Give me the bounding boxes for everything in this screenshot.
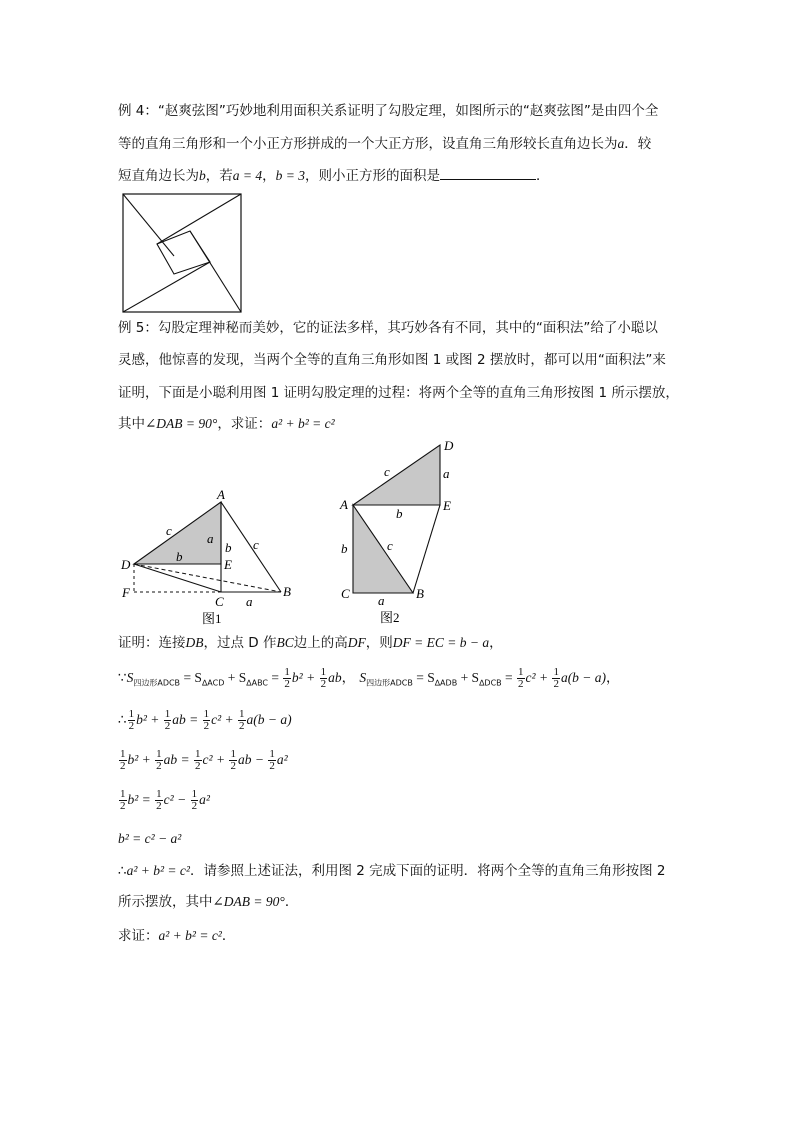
proof-text: ，	[341, 670, 356, 686]
proof-line-5	[118, 787, 210, 813]
math: a²	[199, 792, 210, 807]
proof-text: ，	[489, 635, 503, 651]
math: ab =	[172, 712, 202, 727]
segment-DB: DB	[185, 635, 204, 650]
proof-text: 求证：	[118, 928, 159, 944]
subscript: 四边形ADCB	[133, 678, 181, 688]
math: c² +	[211, 712, 238, 727]
pythagoras-formula: a² + b² = c²	[126, 863, 190, 878]
ex4-text: ．较	[624, 136, 652, 152]
label-A: A	[340, 497, 348, 512]
var-a: a	[617, 136, 625, 151]
ex4-line-3	[118, 166, 550, 186]
proof-text: ．	[221, 928, 236, 944]
ex5-line-2	[118, 350, 666, 370]
ex5-text: 证明，下面是小聪利用图 1 证明勾股定理的过程：将两个全等的直角三角形按图 1 所示摆放，	[118, 385, 679, 401]
subscript: ∆ADB	[434, 678, 458, 688]
math: = S	[412, 670, 435, 685]
subscript: 四边形ADCB	[366, 678, 413, 688]
zhao-shuang-figure	[122, 193, 242, 313]
ex4-text: ，	[262, 168, 276, 184]
math: =	[501, 670, 517, 685]
var-b: b	[199, 168, 206, 183]
fraction-half	[229, 749, 237, 772]
angle-dab: ∠DAB = 90°	[145, 416, 218, 431]
proof-text: ，过点 D 作	[203, 635, 277, 651]
segment-BC: BC	[276, 635, 294, 650]
area-symbol: S	[126, 670, 134, 685]
label-c: c	[387, 538, 393, 553]
math: a(b − a)	[246, 712, 292, 727]
proof-text: ．请参照上述证法，利用图 2 完成下面的证明．将两个全等的直角三角形按图 2	[189, 863, 666, 879]
fraction-half	[203, 709, 211, 732]
numerator: 1	[553, 665, 559, 678]
fraction-half	[238, 709, 246, 732]
fraction-half	[517, 667, 525, 690]
figure-1-caption: 图1	[202, 611, 222, 625]
fraction-half	[119, 789, 127, 812]
math: b² +	[136, 712, 163, 727]
denominator: 2	[230, 759, 236, 772]
ex5-line-1	[118, 318, 658, 338]
figure-2	[332, 432, 462, 632]
proof-text: 边上的高	[293, 635, 348, 651]
ex4-text: ，若	[205, 168, 233, 184]
ex5-text: ，求证：	[217, 416, 272, 432]
label-A: A	[217, 487, 225, 502]
fraction-half	[191, 789, 199, 812]
label-b: b	[176, 549, 183, 564]
area-symbol: S	[359, 670, 367, 685]
ex4-text: ．	[536, 168, 550, 184]
ex5-line-4	[118, 414, 335, 434]
denominator: 2	[518, 677, 524, 690]
ex4-text: 例 4：“赵爽弦图”巧妙地利用面积关系证明了勾股定理，如图所示的“赵爽弦图”是由四个全	[118, 103, 659, 119]
math: c² −	[163, 792, 190, 807]
numerator: 1	[239, 707, 245, 720]
numerator: 1	[156, 747, 162, 760]
math: a²	[276, 752, 288, 767]
math: b² =	[127, 792, 155, 807]
label-a: a	[246, 594, 253, 609]
math: b² +	[291, 670, 319, 685]
proof-text: ．	[284, 894, 299, 910]
label-c: c	[384, 464, 390, 479]
ex4-text: ，则小正方形的面积是	[305, 168, 440, 184]
denominator: 2	[269, 759, 275, 772]
denominator: 2	[239, 719, 245, 732]
denominator: 2	[284, 677, 290, 690]
math: ab −	[237, 752, 268, 767]
fraction-half	[128, 709, 136, 732]
denominator: 2	[191, 799, 198, 812]
math: + S	[457, 670, 480, 685]
angle-dab: ∠DAB = 90°	[212, 894, 285, 909]
fraction-half	[283, 667, 291, 690]
denominator: 2	[203, 719, 210, 732]
label-a: a	[378, 593, 385, 608]
ex4-line-1	[118, 101, 658, 121]
denominator: 2	[195, 759, 201, 772]
triangle-edge	[123, 194, 174, 256]
label-D: D	[444, 438, 454, 453]
ex5-line-3	[118, 383, 679, 403]
fraction-half	[164, 709, 172, 732]
math: b² +	[127, 752, 155, 767]
label-B: B	[416, 586, 424, 601]
numerator: 1	[320, 665, 327, 678]
fraction-half	[155, 789, 163, 812]
numerator: 1	[284, 665, 290, 678]
pythagoras-formula: a² + b² = c²	[158, 928, 222, 943]
pythagoras-formula: a² + b² = c²	[271, 416, 335, 431]
proof-text: ，	[606, 670, 620, 686]
proof-line-2	[118, 665, 620, 697]
proof-line-6	[118, 829, 181, 849]
ex5-text: 其中	[118, 416, 145, 432]
denominator: 2	[120, 799, 126, 812]
math: a(b − a)	[560, 670, 607, 685]
label-a: a	[207, 531, 214, 546]
proof-text: ，则	[365, 635, 393, 651]
fraction-half	[268, 749, 276, 772]
numerator: 1	[230, 747, 236, 760]
subscript: ∆DCB	[479, 678, 502, 688]
proof-line-8	[118, 892, 298, 912]
label-b: b	[225, 540, 232, 555]
fraction-half	[119, 749, 127, 772]
ex5-text: 例 5：勾股定理神秘而美妙，它的证法多样，其巧妙各有不同，其中的“面积法”给了小聪以	[118, 320, 658, 336]
fraction-half	[194, 749, 202, 772]
numerator: 1	[269, 747, 275, 760]
ex5-text: 灵感，他惊喜的发现，当两个全等的直角三角形如图 1 或图 2 摆放时，都可以用“面积法”来	[118, 352, 666, 368]
label-D: D	[121, 557, 131, 572]
ex4-text: 短直角边长为	[118, 168, 199, 184]
segment-DF: DF	[347, 635, 366, 650]
proof-line-7	[118, 861, 666, 881]
math: c² +	[202, 752, 229, 767]
denominator: 2	[120, 759, 126, 772]
numerator: 1	[128, 707, 135, 720]
fraction-half	[320, 667, 328, 690]
shaded-triangle-bottom	[353, 505, 413, 593]
denominator: 2	[128, 719, 135, 732]
ex4-line-2	[118, 134, 651, 154]
math: = S	[180, 670, 202, 685]
fraction-half	[552, 667, 560, 690]
label-c: c	[166, 523, 172, 538]
figure-1	[112, 485, 302, 625]
math: ab	[328, 670, 342, 685]
numerator: 1	[191, 787, 198, 800]
label-C: C	[341, 586, 350, 601]
fraction-half	[155, 749, 163, 772]
label-B: B	[283, 584, 291, 599]
numerator: 1	[203, 707, 210, 720]
label-C: C	[215, 594, 224, 609]
proof-line-9	[118, 926, 235, 946]
math: =	[268, 670, 283, 685]
outer-square	[123, 194, 241, 312]
proof-text: 所示摆放，其中	[118, 894, 213, 910]
because-symbol: ∵	[118, 670, 127, 686]
numerator: 1	[518, 665, 524, 678]
label-F: F	[122, 585, 130, 600]
denominator: 2	[553, 677, 559, 690]
therefore-symbol: ∴	[118, 863, 127, 879]
denominator: 2	[156, 759, 162, 772]
ex4-text: 等的直角三角形和一个小正方形拼成的一个大正方形，设直角三角形较长直角边长为	[118, 136, 618, 152]
math: ab =	[163, 752, 194, 767]
label-c: c	[253, 537, 259, 552]
numerator: 1	[120, 747, 126, 760]
math: + S	[224, 670, 247, 685]
given-b: b = 3	[275, 168, 305, 183]
subscript: ∆ABC	[246, 678, 269, 688]
subscript: ∆ACD	[201, 678, 225, 688]
triangle-edge	[123, 262, 210, 312]
answer-blank[interactable]	[440, 166, 536, 180]
numerator: 1	[164, 707, 171, 720]
label-E: E	[224, 557, 232, 572]
math: c² +	[525, 670, 552, 685]
segment-DC	[134, 564, 221, 592]
proof-line-3	[118, 707, 292, 733]
numerator: 1	[120, 787, 126, 800]
segment-EB	[413, 505, 440, 593]
label-b: b	[396, 506, 403, 521]
denominator: 2	[320, 677, 327, 690]
triangle-edge	[157, 194, 241, 244]
label-b: b	[341, 541, 348, 556]
figure-2-caption: 图2	[380, 610, 400, 625]
inner-square	[157, 231, 210, 274]
given-a: a = 4	[232, 168, 263, 183]
label-a: a	[443, 466, 450, 481]
proof-line-1	[118, 633, 503, 653]
denominator: 2	[164, 719, 171, 732]
shaded-triangle-top	[353, 445, 440, 505]
therefore-symbol: ∴	[118, 712, 127, 728]
proof-line-4	[118, 747, 288, 773]
proof-text: 证明：连接	[118, 635, 186, 651]
denominator: 2	[156, 799, 162, 812]
math: b² = c² − a²	[118, 831, 182, 846]
numerator: 1	[156, 787, 162, 800]
numerator: 1	[195, 747, 201, 760]
df-equation: DF = EC = b − a	[392, 635, 490, 650]
label-E: E	[443, 498, 451, 513]
